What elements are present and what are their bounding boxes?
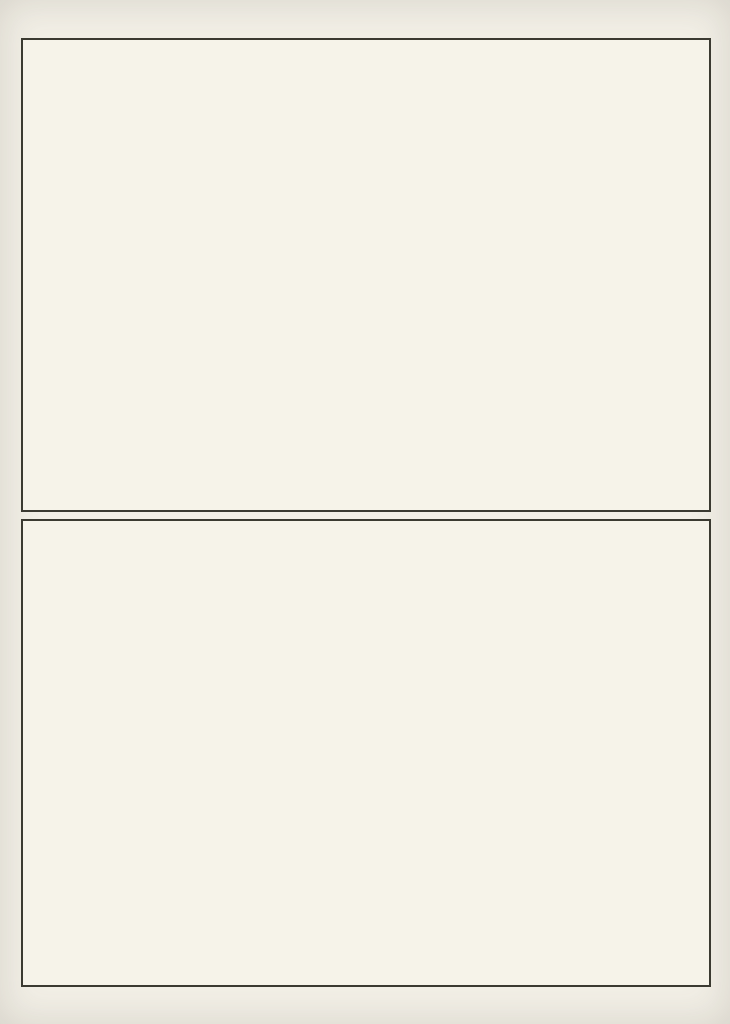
roster-table-top [21, 38, 711, 512]
roster-table-bottom [21, 519, 711, 987]
